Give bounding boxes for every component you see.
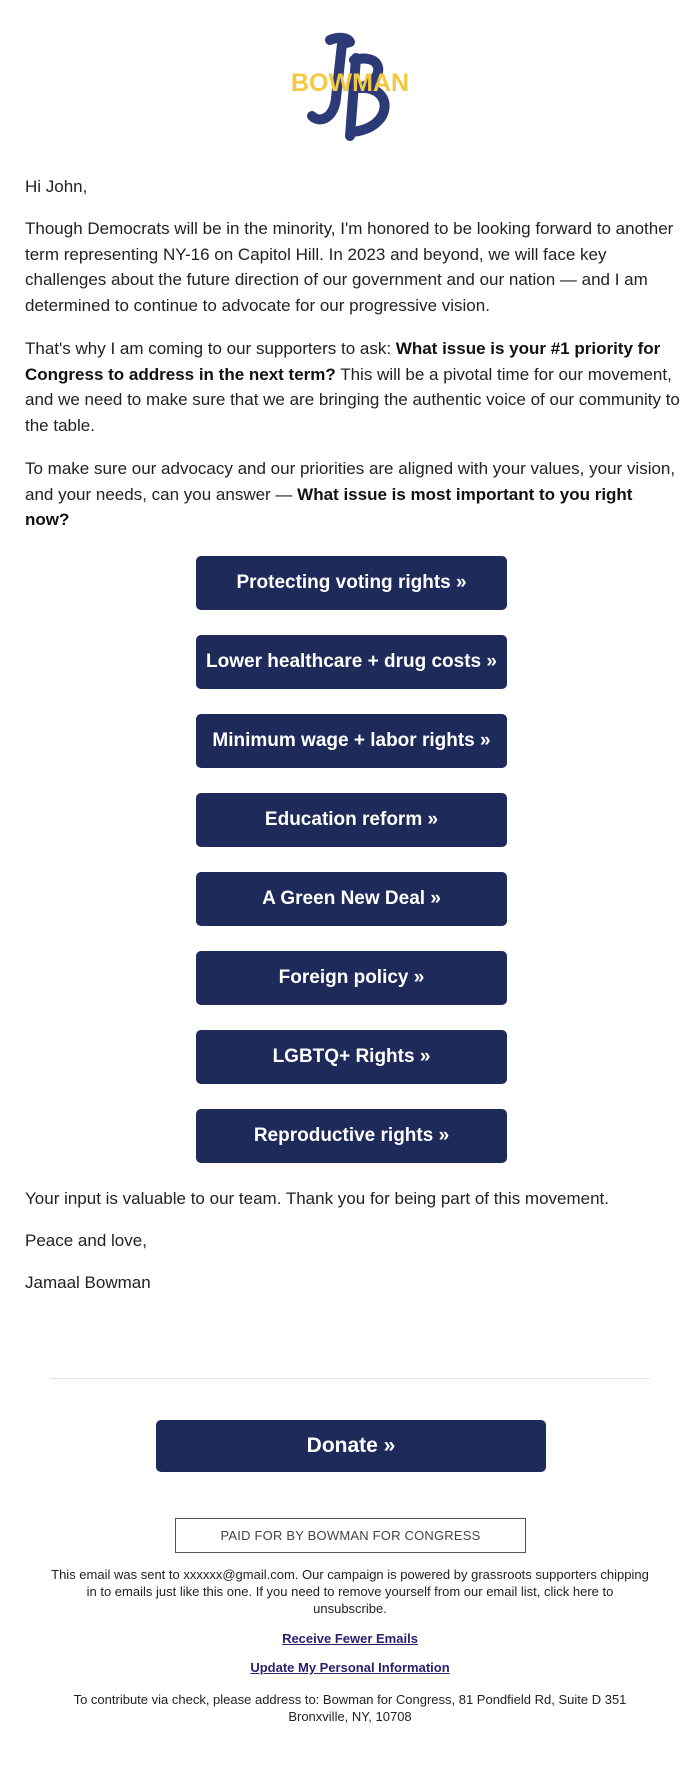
footer-check-address: To contribute via check, please address to: Bowman for Congress, 81 Pondfield Rd, Suite D 351 Bronxville, NY, 10708 [73, 1692, 627, 1724]
update-personal-info-link[interactable]: Update My Personal Information [250, 1660, 450, 1675]
choice-education-button[interactable]: Education reform » [196, 793, 507, 847]
paid-for-disclaimer: PAID FOR BY BOWMAN FOR CONGRESS [175, 1518, 526, 1553]
choice-minimum-wage-button[interactable]: Minimum wage + labor rights » [196, 714, 507, 768]
choice-reproductive-rights-button[interactable]: Reproductive rights » [196, 1109, 507, 1163]
prompt-question: What issue is most important to you right now? [25, 484, 633, 529]
ask-question: What issue is your #1 priority for Congress to address in the next term? [25, 339, 661, 384]
choice-foreign-policy-button[interactable]: Foreign policy » [196, 951, 507, 1005]
closing-paragraph: Your input is valuable to our team. Thank you for being part of this movement. [25, 1189, 610, 1208]
ask-paragraph [25, 336, 680, 438]
intro-paragraph: Though Democrats will be in the minority, I'm honored to be looking forward to another term representing NY-16 on Capitol Hill. In 2023 and beyond, we will face key challenges about the future direction of our government and our nation — and I am determined to continue to advocate for our progressive vision. [25, 219, 674, 315]
signature: Jamaal Bowman [25, 1273, 151, 1292]
choice-green-new-deal-button[interactable]: A Green New Deal » [196, 872, 507, 926]
survey-prompt-paragraph [25, 456, 680, 533]
logo-wordmark: BOWMAN [290, 69, 410, 97]
prompt-lead: To make sure our advocacy and our priorities are aligned with your values, your vision, and your needs, can you answer — [25, 459, 676, 504]
donate-button[interactable]: Donate » [156, 1420, 546, 1472]
choice-lgbtq-rights-button[interactable]: LGBTQ+ Rights » [196, 1030, 507, 1084]
signoff: Peace and love, [25, 1231, 147, 1250]
greeting: Hi John, [25, 177, 88, 196]
receive-fewer-emails-link[interactable]: Receive Fewer Emails [282, 1631, 418, 1646]
jb-logo-icon [270, 28, 430, 148]
bowman-logo [270, 28, 430, 148]
choice-voting-rights-button[interactable]: Protecting voting rights » [196, 556, 507, 610]
choice-healthcare-button[interactable]: Lower healthcare + drug costs » [196, 635, 507, 689]
divider [50, 1378, 650, 1379]
ask-tail: This will be a pivotal time for our movement, and we need to make sure that we are bringing the authentic voice of our community to the table. [25, 364, 680, 435]
ask-lead: That's why I am coming to our supporters to ask: [25, 339, 396, 358]
issue-choices [196, 556, 507, 1188]
footer-sent-to: This email was sent to xxxxxx@gmail.com. Our campaign is powered by grassroots supporters chipping in to emails just like this one. If you need to remove yourself from our email list, click here to unsubscribe. [51, 1567, 649, 1616]
